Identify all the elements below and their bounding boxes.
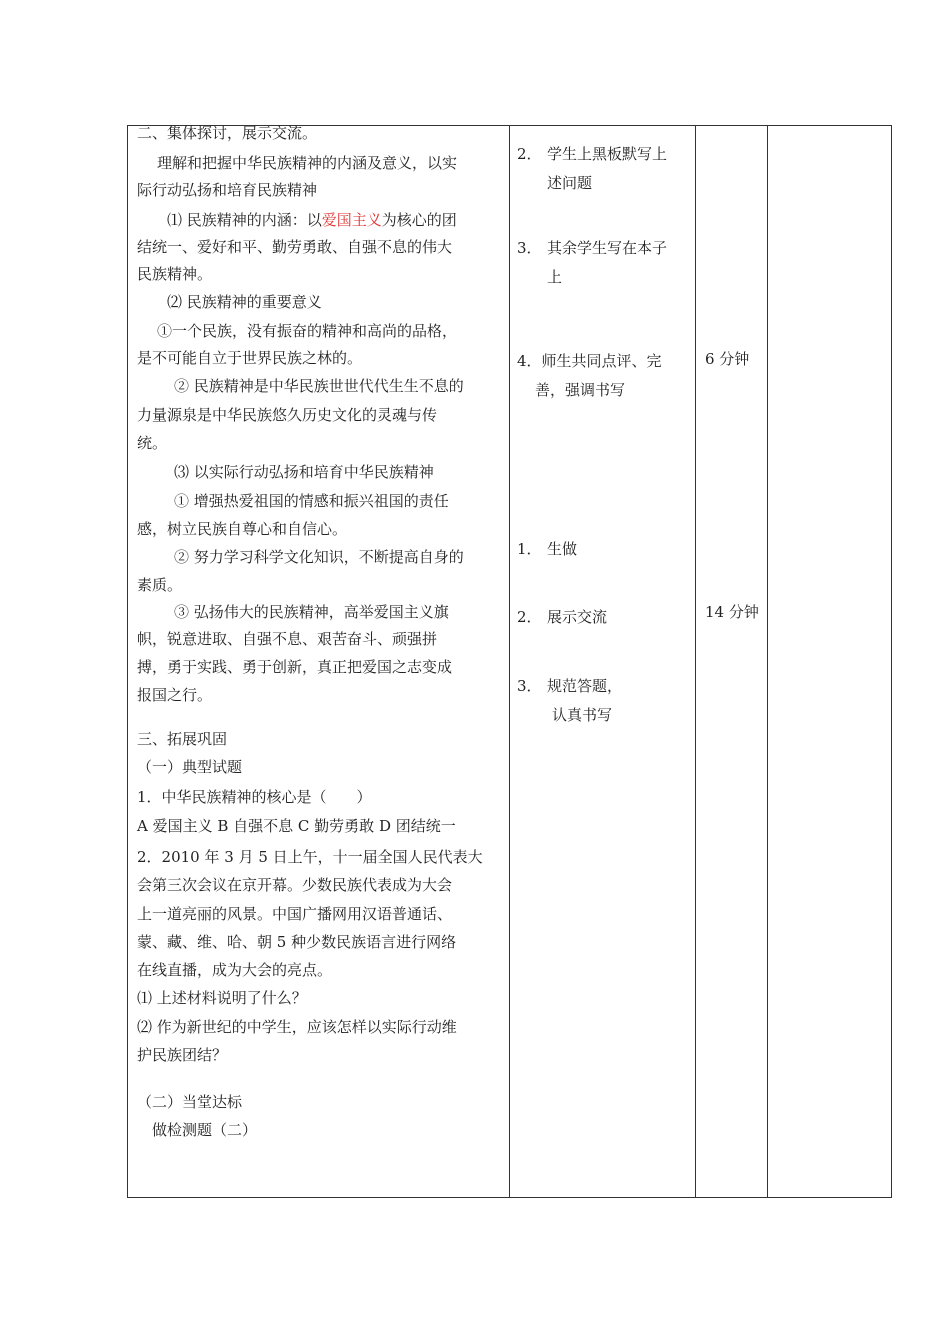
activity-text: 善，强调书写	[535, 381, 626, 399]
text-line: 会第三次会议在京开幕。少数民族代表成为大会	[137, 876, 453, 894]
question-line: 2．2010 年 3 月 5 日上午，十一届全国人民代表大	[137, 848, 483, 866]
activity-cell	[510, 126, 695, 1197]
activity-number: 1．	[517, 540, 542, 558]
text-line: 统。	[137, 434, 168, 452]
notes-cell	[768, 126, 892, 1197]
text-line: ⑶ 以实际行动弘扬和培育中华民族精神	[174, 463, 434, 481]
time-allocation: 6 分钟	[705, 350, 750, 368]
text-line: 护民族团结？	[137, 1046, 228, 1064]
answer-options: A 爱国主义 B 自强不息 C 勤劳勇敢 D 团结统一	[137, 817, 456, 835]
text-span: ⑴ 民族精神的内涵：以	[167, 211, 322, 229]
text-line: ③ 弘扬伟大的民族精神，高举爱国主义旗	[174, 603, 449, 621]
activity-text: 述问题	[547, 174, 593, 192]
text-line: 上一道亮丽的风景。中国广播网用汉语普通话、	[137, 905, 453, 923]
text-line: ①一个民族，没有振奋的精神和高尚的品格，	[157, 322, 458, 340]
text-line: 搏，勇于实践、勇于创新，真正把爱国之志变成	[137, 658, 453, 676]
text-line: ⑵ 民族精神的重要意义	[167, 293, 322, 311]
highlight-text: 爱国主义	[321, 211, 382, 229]
text-line: ① 增强热爱祖国的情感和振兴祖国的责任	[174, 492, 449, 510]
question-line: ⑴ 上述材料说明了什么？	[137, 989, 307, 1007]
text-line: 帜，锐意进取、自强不息、艰苦奋斗、顽强拼	[137, 630, 438, 648]
activity-number: 2．	[517, 145, 542, 163]
text-line: 民族精神。	[137, 265, 213, 283]
activity-text: 规范答题，	[547, 677, 623, 695]
time-cell	[696, 126, 767, 1197]
activity-number: 2．	[517, 608, 542, 626]
activity-text: 认真书写	[552, 706, 613, 724]
text-line: 感，树立民族自尊心和自信心。	[137, 520, 348, 538]
question-line: ⑵ 作为新世纪的中学生，应该怎样以实际行动维	[137, 1018, 457, 1036]
activity-number: 3．	[517, 677, 542, 695]
text-span: 为核心的团	[381, 211, 457, 229]
text-line: 力量源泉是中华民族悠久历史文化的灵魂与传	[137, 406, 438, 424]
activity-text: 学生上黑板默写上	[547, 145, 668, 163]
activity-text: 展示交流	[547, 608, 608, 626]
text-line: 在线直播，成为大会的亮点。	[137, 961, 333, 979]
text-line: ② 努力学习科学文化知识，不断提高自身的	[174, 548, 464, 566]
text-line: 是不可能自立于世界民族之林的。	[137, 349, 363, 367]
text-line: 理解和把握中华民族精神的内涵及意义，以实	[157, 154, 458, 172]
question-line: 1．中华民族精神的核心是（ ）	[137, 788, 372, 806]
section-heading: 二、集体探讨，展示交流。	[137, 124, 318, 142]
text-line	[167, 210, 457, 230]
activity-text: 生做	[547, 540, 578, 558]
text-line: 报国之行。	[137, 686, 213, 704]
subsection-heading: （二）当堂达标	[137, 1093, 243, 1111]
activity-number: 3．	[517, 239, 542, 257]
text-line: 素质。	[137, 576, 183, 594]
time-allocation: 14 分钟	[705, 603, 759, 621]
text-line: 结统一、爱好和平、勤劳勇敢、自强不息的伟大	[137, 238, 453, 256]
content-cell	[128, 126, 509, 1197]
text-line: 际行动弘扬和培育民族精神	[137, 181, 318, 199]
text-line: 做检测题（二）	[152, 1121, 258, 1139]
text-line: ② 民族精神是中华民族世世代代生生不息的	[174, 377, 464, 395]
activity-text: 上	[547, 268, 563, 286]
section-heading: 三、拓展巩固	[137, 730, 228, 748]
subsection-heading: （一）典型试题	[137, 758, 243, 776]
text-line: 蒙、藏、维、哈、朝 5 种少数民族语言进行网络	[137, 933, 457, 951]
activity-text: 4．师生共同点评、完	[517, 352, 662, 370]
lesson-plan-table	[127, 125, 892, 1198]
activity-text: 其余学生写在本子	[547, 239, 668, 257]
